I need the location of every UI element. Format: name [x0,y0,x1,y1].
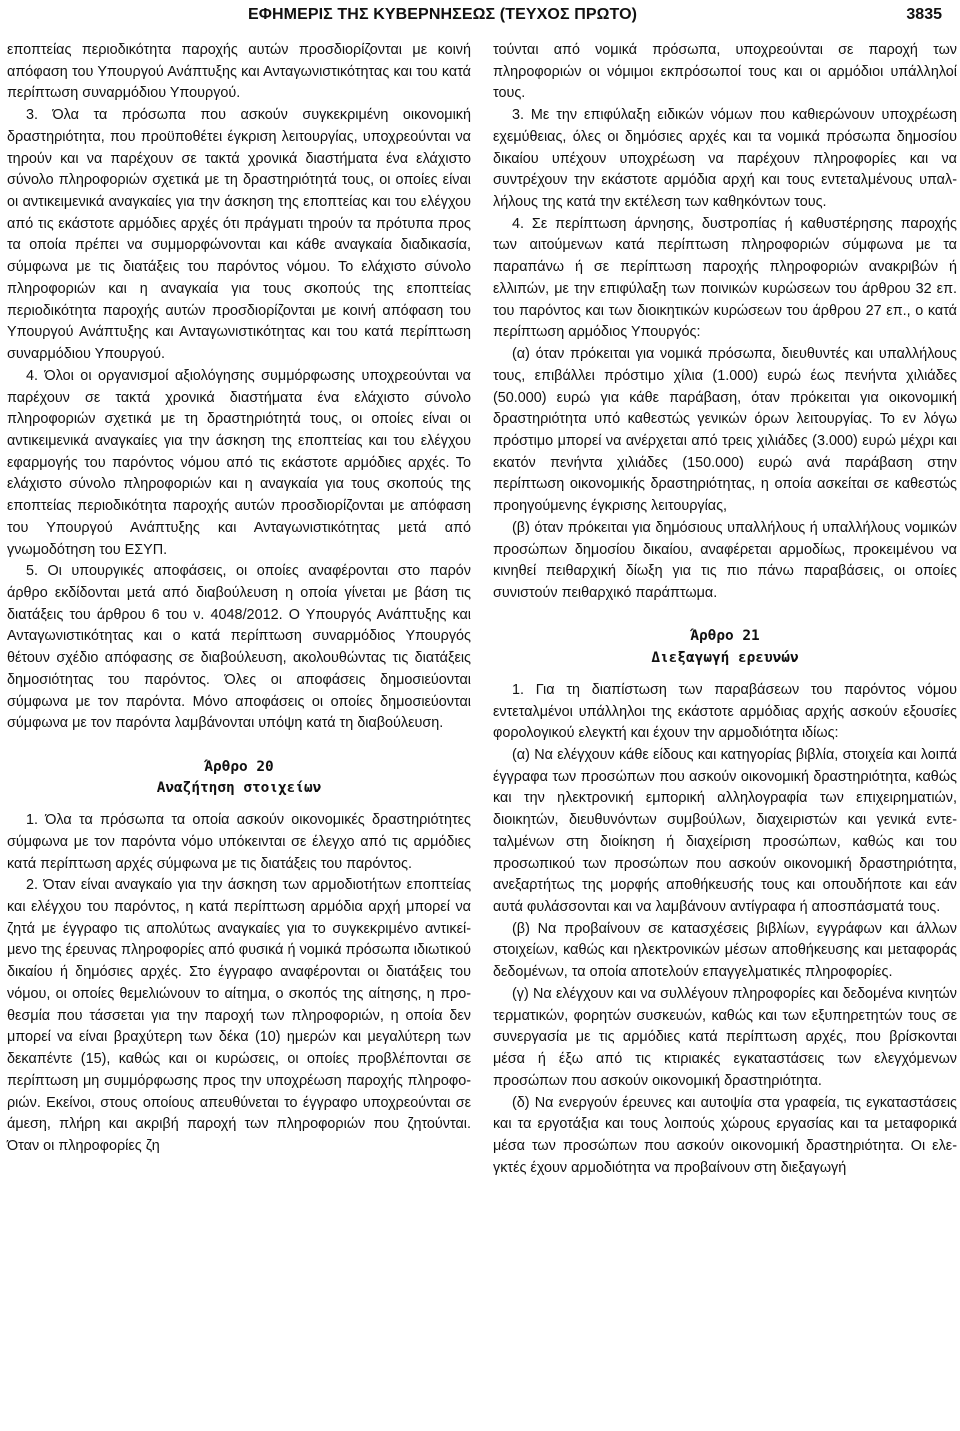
paragraph: (α) όταν πρόκειται για νομικά πρόσωπα, διευθυντές και υπαλλήλους τους, επιβάλλει πρόστιμο χίλια (1.000) ευρώ έως πενήντα χιλιάδες (50.000) ευρώ για κάθε παράβαση, όταν πρόκειται για οικονομική δραστηριότητα υπό καθεστώς γενικών όρων λειτουργίας. Το εν λόγω πρόστιμο μπορεί να ανέρχεται από τρεις χιλιάδες (3.000) ευρώ μέχρι και εκατόν πενήντα χιλιάδες (150.000) ευρώ ανά παράβαση στην περίπτωση οικονομικής δραστηριότητας, η οποία ασκείται σε καθεστώς προηγούμενης έγκρισης λειτουργίας, [493,346,957,515]
paragraph: 4. Σε περίπτωση άρνησης, δυστροπίας ή καθυστέρησης παροχής των αιτούμενων κατά περίπτωση πληροφοριών σύμφωνα με τα παραπάνω ή σε περίπτωση παροχής πληροφοριών ανακριβών ή ελλιπών, με την επιφύλαξη των ποινικών κυρώσεων του άρθρου 32 επ. του παρόντος και των διοικητικών κυρώσεων του άρθρου 27 επ., ο κατά περίπτωση αρμόδιος Υπουργός: [493,215,957,341]
paragraph: 1. Όλα τα πρόσωπα τα οποία ασκούν οικονομικές δραστηριότητες σύμφωνα με τον παρόντα νόμο υπόκεινται σε έλεγχο από τις αρμόδιες κατά περίπτωση αρχές σύμφωνα με τις διατάξεις του παρόντος. [7,812,471,872]
paragraph: 1. Για τη διαπίστωση των παραβάσεων του παρόντος νόμου εντεταλμένοι υπάλληλοι της εκάστοτε αρμόδιας αρχής ασκούν εξουσίες φορολογικού ελεγκτή και έχουν την αρμοδιότητα ιδίως: [493,681,957,742]
paragraph: (δ) Να ενεργούν έρευνες και αυτοψία στα γραφεία, τις εγκαταστάσεις και τα εργοτάξια και τους λοιπούς χώρους εργασίας και τα μεταφορικά μέσα των προσώπων που ασκούν οικονομική δραστηριότητα. Οι ελεγκτές έχουν αρμοδιότητα να προβαίνουν στη διεξαγωγή [493,1094,957,1176]
left-column [7,40,471,1158]
paragraph: 4. Όλοι οι οργανισμοί αξιολόγησης συμμόρφωσης υποχρεούνται να παρέχουν σε τακτά χρονικά διαστήματα ένα ελάχιστο σύνολο πληροφοριών σχετικά με τη δραστηριότητά τους, οι οποίες είναι οι αντικειμενικά αναγκαίες για την άσκηση της εποπτείας και του ελέγχου εφαρμογής του παρόντος νόμου από τις εκάστοτε αρμόδιες αρχές. Το ελάχιστο σύνολο πληροφοριών και η αναγκαία για τους σκοπούς της εποπτείας περιοδικότητα παροχής αυτών προσδιορίζονται με απόφαση του Υπουργού Ανάπτυξης και Ανταγωνιστικότητας μετά από γνωμοδότηση του ΕΣΥΠ. [7,367,471,558]
right-column [493,40,957,1179]
article-20-title: Αναζήτηση στοιχείων [156,780,322,797]
page-header [0,6,960,28]
paragraph: 5. Οι υπουργικές αποφάσεις, οι οποίες αναφέρονται στο παρόν άρθρο εκδίδονται μετά από διαβούλευση η οποία γίνεται με βάση τις διατάξεις του άρθρου 6 του ν. 4048/2012. Ο Υπουργός Ανάπτυξης και Ανταγωνιστικότητας και ο κατά περίπτωση συναρμόδιος Υπουργός θέτουν σχέδιο απόφασης σε διαβούλευση, ακολουθώντας τις διατάξεις δημοσιότητας του παρόντος. Όλες οι αποφάσεις δημοσιεύονται σύμφωνα με τον παρόντα. Μόνο αποφάσεις οι οποίες δημοσιεύονται σύμφωνα με τον παρόντα λαμβάνονται υπόψη κατά τη διαβούλευση. [7,563,471,732]
paragraph: 3. Με την επιφύλαξη ειδικών νόμων που καθιερώνουν υποχρέωση εχεμύθειας, όλες οι δημόσιες αρχές και τα νομικά πρόσωπα δημοσίου δικαίου υπέχουν υποχρέωση να παρέχουν πληροφορίες και να συντρέχουν την εκάστοτε αρμόδια αρχή και τους εντεταλμένους υπαλλήλους της κατά την εκτέλεση των καθηκόντων τους. [493,107,957,211]
paragraph: (β) όταν πρόκειται για δημόσιους υπαλλήλους ή υπαλλήλους νομικών προσώπων δημοσίου δικαίου, αναφέρεται αρμοδίως, προκειμένου να κινηθεί πειθαρχική δίωξη για τις πιο πάνω παραβάσεις, οι οποίες συνιστούν πειθαρχικό παράπτωμα. [493,519,957,601]
page-number: 3835 [906,6,942,23]
paragraph: (α) Να ελέγχουν κάθε είδους και κατηγορίας βιβλία, στοιχεία και λοιπά έγγραφα των προσώπων που ασκούν οικονομική δραστηριότητα, καθώς και την ηλεκτρονική εμπορική αλληλογραφία των επιχειρηματιών, διοικητών, διευθυνόντων συμβούλων, διαχειριστών και γενικά εντεταλμένων στη διοίκηση ή διαχείριση προσώπων, καθώς και του προσωπικού των προσώπων που ασκούν οικονομική δραστηριότητα, ανεξαρτήτως της μορφής αποθήκευσής τους και οπουδήποτε και εάν αυτά φυλάσσονται και να λαμβάνουν αντίγραφα ή αποσπάσματά τους. [493,747,957,916]
paragraph: 3. Όλα τα πρόσωπα που ασκούν συγκεκριμένη οικονομική δραστηριότητα, που προϋποθέτει έγκριση λειτουργίας, υποχρεούνται να τηρούν και να παρέχουν σε τακτά χρονικά διαστήματα ένα ελάχιστο σύνολο πληροφοριών σχετικά με τη δραστηριότητά τους, οι οποίες είναι οι αντικειμενικά αναγκαίες για την άσκηση της εποπτείας και του ελέγχου από τις εκάστοτε αρμόδιες αρχές ότι πράγματι τηρούν τα πρότυπα προς τα οποία πρέπει να συμμορφώνονται και κάθε αναγκαία διαδικασία, σύμφωνα με τις διατάξεις του παρόντος νόμου. Το ελάχιστο σύνολο πληροφοριών και η αναγκαία για τους σκοπούς της εποπτείας περιοδικότητα παροχής αυτών προσδιορίζονται με κοινή απόφαση του Υπουργού Ανάπτυξης και Ανταγωνιστικότητας και του κατά περίπτωση συναρμόδιου Υπουργού. [7,107,471,363]
article-20-number: Άρθρο 20 [204,758,274,775]
article-21-title: Διεξαγωγή ερευνών [651,650,799,667]
paragraph: (γ) Να ελέγχουν και να συλλέγουν πληροφορίες και δεδομένα κινητών τερματικών, φορητών συσκευών, καθώς και των εξυπηρετητών τους σε συνεργασία με τις αρμόδιες κατά περίπτωση αρχές, που βρίσκονται μέσα ή έξω από τις κτιριακές εγκαταστάσεις των ελεγχόμενων προσώπων που ασκούν οικονομική δραστηριότητα. [493,985,957,1089]
paragraph: τούνται από νομικά πρόσωπα, υποχρεούνται σε παροχή των πληροφοριών οι νόμιμοι εκπρόσωποί τους και οι αρμόδιοι υπάλληλοί τους. [493,42,957,102]
gazette-title: ΕΦΗΜΕΡΙΣ ΤΗΣ ΚΥΒΕΡΝΗΣΕΩΣ (ΤΕΥΧΟΣ ΠΡΩΤΟ) [248,6,638,23]
paragraph: 2. Όταν είναι αναγκαίο για την άσκηση των αρμοδιοτήτων εποπτείας και ελέγχου του παρόντος, η κατά περίπτωση αρμόδια αρχή μπορεί να ζητά με έγγραφο τις απολύτως αναγκαίες για το συγκεκριμένο αντικείμενο της έρευνας πληροφορίες από φυσικά ή νομικά πρόσωπα ιδιωτικού δικαίου ή δημόσιες αρχές. Στο έγγραφο αναφέρονται οι διατάξεις του νόμου, οι οποίες θεμελιώνουν το αίτημα, ο σκοπός της αίτησης, η προθεσμία που τάσσεται για την παροχή των πληροφοριών, η οποία δεν μπορεί να είναι βραχύτερη των δέκα (10) ημερών και μεγαλύτερη των δεκαπέντε (15), καθώς και οι κυρώσεις, οι οποίες προβλέπονται σε περίπτωση μη συμμόρφωσης προς την υποχρέωση παροχής πληροφοριών. Εκείνοι, στους οποίους απευθύνεται το έγγραφο υποχρεούνται σε άμεση, πλήρη και ακριβή παροχή των πληροφοριών που ζητούνται. Όταν οι πληροφορίες ζη [7,877,471,1154]
article-21-number: Άρθρο 21 [690,628,760,645]
paragraph: (β) Να προβαίνουν σε κατασχέσεις βιβλίων, εγγράφων και άλλων στοιχείων, καθώς και ηλεκτρονικών μέσων αποθήκευσης και μεταφοράς δεδομένων, τα οποία αποτελούν επαγγελματικές πληροφορίες. [493,920,957,981]
paragraph: εποπτείας περιοδικότητα παροχής αυτών προσδιορίζονται με κοινή απόφαση του Υπουργού Ανάπτυξης και Ανταγωνιστικότητας και του κατά περίπτωση συναρμόδιου Υπουργού. [7,42,471,102]
